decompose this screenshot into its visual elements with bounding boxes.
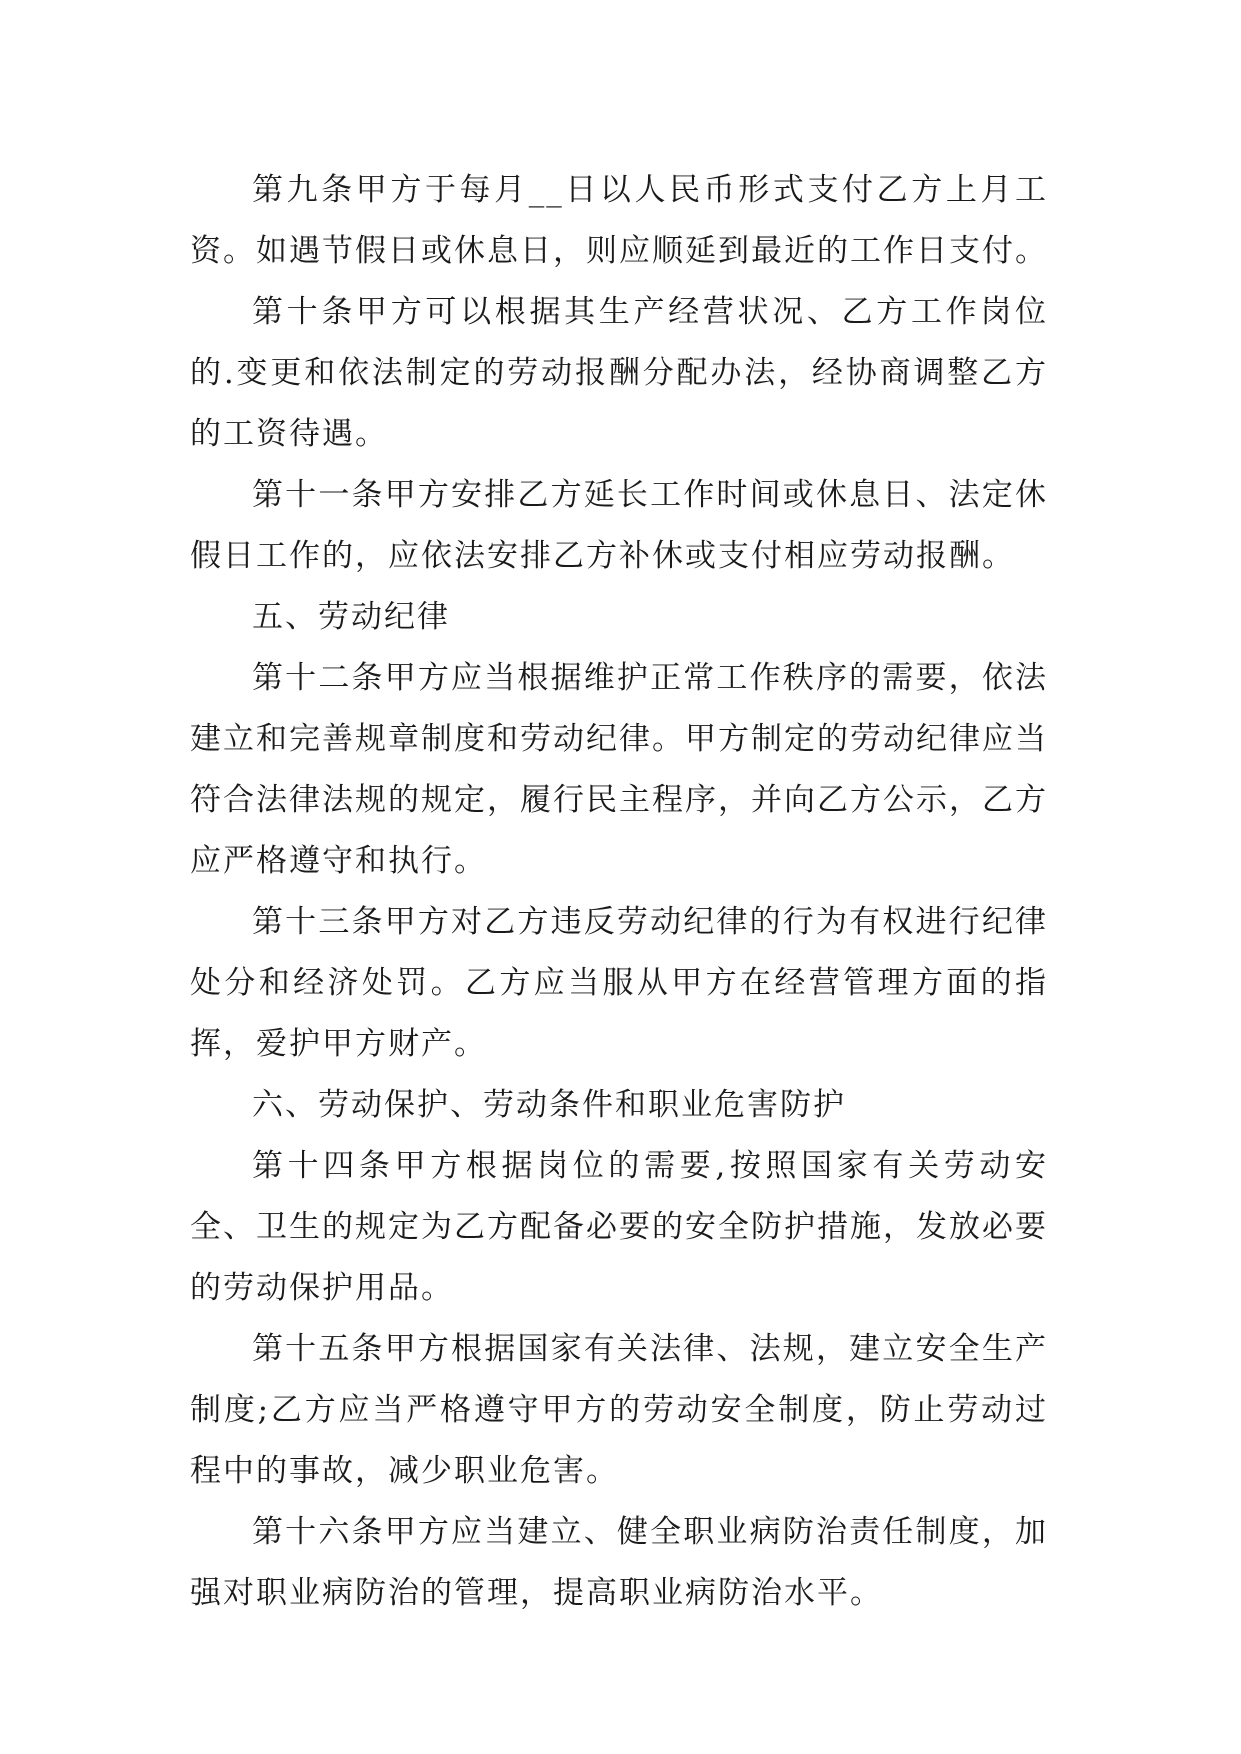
article-10-paragraph: 第十条甲方可以根据其生产经营状况、乙方工作岗位的.变更和依法制定的劳动报酬分配办法，经协商调整乙方的工资待遇。	[190, 294, 1048, 452]
article-12-paragraph: 第十二条甲方应当根据维护正常工作秩序的需要，依法建立和完善规章制度和劳动纪律。甲方制定的劳动纪律应当符合法律法规的规定，履行民主程序，并向乙方公示，乙方应严格遵守和执行。	[190, 660, 1048, 879]
document-body	[190, 160, 1048, 1624]
section-heading-labor-protection: 六、劳动保护、劳动条件和职业危害防护	[252, 1087, 846, 1123]
section-heading-labor-discipline: 五、劳动纪律	[252, 599, 450, 635]
article-11-paragraph: 第十一条甲方安排乙方延长工作时间或休息日、法定休假日工作的，应依法安排乙方补休或支付相应劳动报酬。	[190, 477, 1048, 574]
article-13-paragraph: 第十三条甲方对乙方违反劳动纪律的行为有权进行纪律处分和经济处罚。乙方应当服从甲方在经营管理方面的指挥，爱护甲方财产。	[190, 904, 1048, 1062]
article-15-paragraph: 第十五条甲方根据国家有关法律、法规，建立安全生产制度;乙方应当严格遵守甲方的劳动安全制度，防止劳动过程中的事故，减少职业危害。	[190, 1331, 1048, 1489]
article-9-paragraph: 第九条甲方于每月__日以人民币形式支付乙方上月工资。如遇节假日或休息日，则应顺延到最近的工作日支付。	[190, 172, 1048, 269]
article-14-paragraph: 第十四条甲方根据岗位的需要,按照国家有关劳动安全、卫生的规定为乙方配备必要的安全防护措施，发放必要的劳动保护用品。	[190, 1148, 1048, 1306]
article-16-paragraph: 第十六条甲方应当建立、健全职业病防治责任制度，加强对职业病防治的管理，提高职业病防治水平。	[190, 1514, 1048, 1611]
